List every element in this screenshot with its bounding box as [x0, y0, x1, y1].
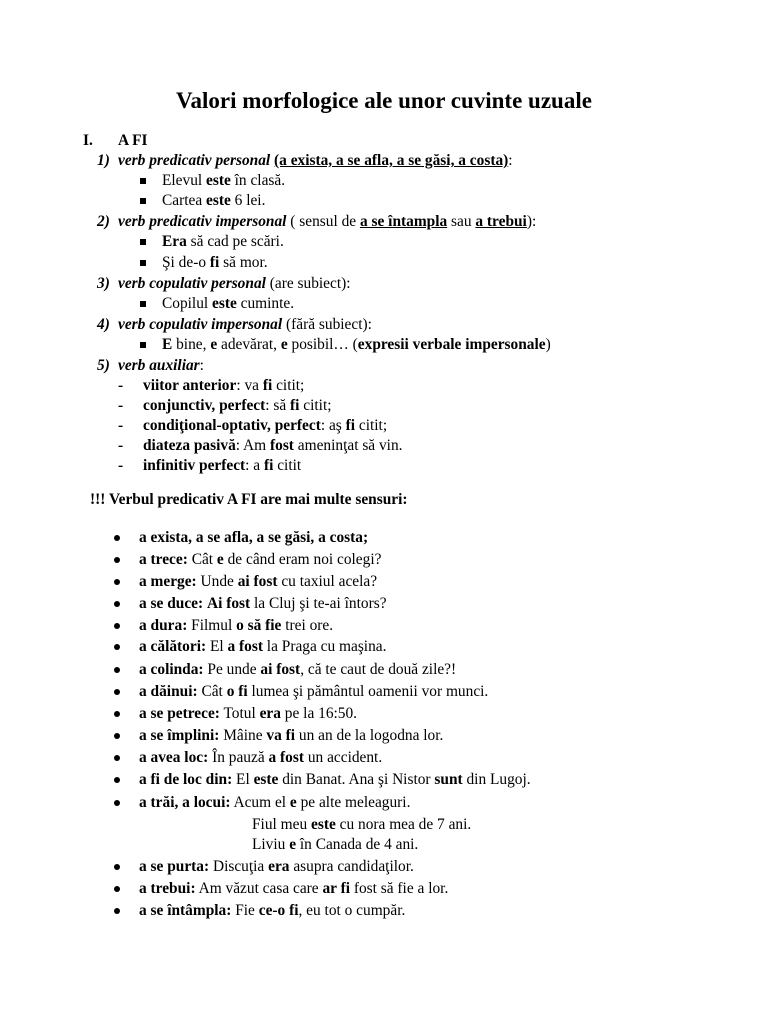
bullet-icon — [114, 777, 120, 783]
text-run: : — [508, 152, 513, 169]
text-run: Pe unde — [203, 661, 261, 678]
text-run: pe la 16:50. — [280, 705, 358, 722]
text-run: (a exista, a se afla, a se găsi, a costa) — [274, 152, 509, 169]
text-run: verb copulativ impersonal — [118, 316, 283, 333]
text-run: cuminte. — [236, 295, 295, 312]
dash-marker: - — [118, 437, 124, 454]
text-run: adevărat, — [217, 336, 281, 353]
text-run: Mâine — [219, 727, 267, 744]
bullet-icon — [114, 601, 120, 607]
text-run: ) — [545, 336, 551, 353]
sense-item — [139, 857, 414, 877]
text-run: era — [268, 858, 290, 875]
text-run: bine, — [172, 336, 211, 353]
bullet-icon — [114, 535, 120, 541]
bullet-icon — [114, 755, 120, 761]
text-run: a se întâmpla: — [139, 902, 232, 919]
text-run: fost să fie a lor. — [349, 880, 449, 897]
text-run: verb auxiliar — [118, 357, 200, 374]
square-bullet-icon — [140, 198, 146, 204]
text-run: este — [206, 172, 231, 189]
text-run: a fost — [268, 749, 304, 766]
text-run: ar fi — [322, 880, 350, 897]
text-run: la Cluj şi te-ai întors? — [250, 595, 387, 612]
sense-item — [139, 660, 456, 680]
text-run: este — [206, 192, 231, 209]
text-run: , eu tot o cumpăr. — [298, 902, 406, 919]
dash-marker: - — [118, 397, 124, 414]
text-run: fi — [262, 377, 273, 394]
text-run: a colinda: — [139, 661, 204, 678]
text-run: verb predicativ impersonal — [118, 213, 287, 230]
text-run: Acum el — [230, 794, 290, 811]
text-run: : — [199, 357, 204, 374]
example-5 — [162, 294, 294, 314]
item-number-3: 3) — [97, 275, 110, 292]
text-run: citit; — [355, 417, 388, 434]
text-run: din Lugoj. — [462, 771, 531, 788]
text-run: să mor. — [219, 254, 268, 271]
text-run: a dura: — [139, 617, 188, 634]
text-run: de când eram noi colegi? — [223, 551, 382, 568]
text-run: o să fie — [236, 617, 282, 634]
text-run: un accident. — [303, 749, 383, 766]
dash-marker: - — [118, 417, 124, 434]
text-run: Cât — [197, 683, 227, 700]
text-run: Fie — [231, 902, 259, 919]
sense-item — [139, 572, 377, 592]
example-2 — [162, 191, 265, 211]
text-run: condiţional-optativ, perfect — [143, 417, 321, 434]
text-run: Liviu — [252, 836, 290, 853]
sense-item — [139, 637, 386, 657]
item-3 — [118, 274, 351, 294]
text-run: El — [232, 771, 254, 788]
text-run: : va — [236, 377, 263, 394]
aux-item — [143, 376, 304, 396]
text-run: Cât — [187, 551, 217, 568]
bullet-icon — [114, 800, 120, 806]
text-run: în Canada de 4 ani. — [296, 836, 419, 853]
item-number-1: 1) — [97, 152, 110, 169]
bullet-icon — [114, 579, 120, 585]
text-run: ): — [526, 213, 537, 230]
text-run: cu nora mea de 7 ani. — [335, 816, 472, 833]
text-run: a avea loc: — [139, 749, 209, 766]
text-run: un an de la logodna lor. — [295, 727, 444, 744]
example-1 — [162, 171, 285, 191]
text-run: Copilul — [162, 295, 213, 312]
aux-item — [143, 416, 387, 436]
text-run: fi — [345, 417, 356, 434]
bullet-icon — [114, 667, 120, 673]
text-run: ai fost — [260, 661, 301, 678]
sense-item — [139, 594, 387, 614]
text-run: a trebui — [475, 213, 527, 230]
sense-item — [139, 682, 488, 702]
text-run: a dăinui: — [139, 683, 198, 700]
aux-item — [143, 436, 403, 456]
square-bullet-icon — [140, 301, 146, 307]
text-run: ameninţat să vin. — [293, 437, 403, 454]
square-bullet-icon — [140, 342, 146, 348]
text-run: (fără subiect): — [282, 316, 372, 333]
text-run: a merge: — [139, 573, 197, 590]
text-run: e — [216, 551, 224, 568]
text-run: a fost — [227, 638, 263, 655]
text-run: a trebui: — [139, 880, 196, 897]
text-run: Am văzut casa care — [195, 880, 323, 897]
text-run: : Am — [235, 437, 270, 454]
aux-item — [143, 396, 332, 416]
example-3 — [162, 232, 284, 252]
text-run: ce-o fi — [258, 902, 299, 919]
aux-item — [143, 456, 301, 476]
item-number-4: 4) — [97, 316, 110, 333]
text-run: pe alte meleaguri. — [296, 794, 411, 811]
text-run: Era — [162, 233, 187, 250]
item-number-2: 2) — [97, 213, 110, 230]
text-run: viitor anterior — [143, 377, 237, 394]
text-run: la Praga cu maşina. — [262, 638, 387, 655]
bullet-icon — [114, 864, 120, 870]
text-run: fi — [290, 397, 300, 414]
text-run: E — [162, 336, 173, 353]
text-run: Şi de-o — [162, 254, 210, 271]
text-run: conjunctiv, perfect — [143, 397, 266, 414]
sense-item — [139, 726, 443, 746]
text-run: El — [206, 638, 228, 655]
text-run: a se împlini: — [139, 727, 220, 744]
text-run: infinitiv perfect — [143, 457, 246, 474]
sense-item — [139, 770, 531, 790]
page-title: Valori morfologice ale unor cuvinte uzuale — [176, 88, 592, 113]
text-run: cu taxiul acela? — [277, 573, 378, 590]
item-number-5: 5) — [97, 357, 110, 374]
text-run: ( sensul de — [286, 213, 360, 230]
sense-item — [139, 901, 405, 921]
dash-marker: - — [118, 457, 124, 474]
text-run: în clasă. — [230, 172, 286, 189]
text-run: : aş — [320, 417, 346, 434]
text-run: expresii verbale impersonale — [357, 336, 546, 353]
text-run: (are subiect): — [265, 275, 351, 292]
text-run: va fi — [266, 727, 296, 744]
text-run: În pauză — [208, 749, 269, 766]
example-6 — [162, 335, 551, 355]
text-run: Cartea — [162, 192, 207, 209]
text-run: a se purta: — [139, 858, 210, 875]
section-title: A FI — [118, 132, 148, 149]
text-run: e — [280, 336, 288, 353]
bullet-icon — [114, 689, 120, 695]
text-run: Filmul — [187, 617, 237, 634]
bullet-icon — [114, 623, 120, 629]
text-run: o fi — [226, 683, 248, 700]
item-1 — [118, 151, 513, 171]
text-run: citit; — [299, 397, 332, 414]
text-run: să cad pe scări. — [186, 233, 284, 250]
bullet-icon — [114, 557, 120, 563]
text-run: a fi de loc din: — [139, 771, 233, 788]
text-run: ai fost — [237, 573, 278, 590]
text-run: citit; — [272, 377, 305, 394]
bullet-icon — [114, 644, 120, 650]
sense-item — [139, 793, 410, 813]
item-2 — [118, 212, 536, 232]
text-run: posibil… ( — [287, 336, 358, 353]
text-run: lumea şi pământul oamenii vor munci. — [247, 683, 489, 700]
sense-example-continuation — [252, 835, 418, 855]
text-run: este — [212, 295, 237, 312]
text-run: Unde — [196, 573, 238, 590]
text-run: era — [259, 705, 281, 722]
text-run: verb copulativ personal — [118, 275, 266, 292]
note-heading: !!! Verbul predicativ A FI are mai multe sensuri: — [90, 491, 408, 508]
text-run: citit — [273, 457, 302, 474]
bullet-icon — [114, 733, 120, 739]
text-run: a călători: — [139, 638, 207, 655]
sense-item — [139, 879, 448, 899]
text-run: este — [253, 771, 279, 788]
text-run: e — [289, 836, 297, 853]
text-run: diateza pasivă — [143, 437, 236, 454]
text-run: Fiul meu — [252, 816, 311, 833]
text-run: , că te caut de două zile?! — [300, 661, 457, 678]
text-run: e — [210, 336, 218, 353]
text-run: a se întampla — [359, 213, 448, 230]
bullet-icon — [114, 886, 120, 892]
text-run: fi — [263, 457, 274, 474]
sense-item — [139, 748, 382, 768]
section-number: I. — [83, 132, 93, 149]
text-run: verb predicativ personal — [118, 152, 271, 169]
sense-example-continuation — [252, 815, 471, 835]
text-run: 6 lei. — [230, 192, 266, 209]
sense-item — [139, 528, 368, 548]
bullet-icon — [114, 711, 120, 717]
text-run: a se petrece: — [139, 705, 220, 722]
square-bullet-icon — [140, 239, 146, 245]
text-run: din Banat. Ana şi Nistor — [278, 771, 435, 788]
text-run: este — [311, 816, 336, 833]
bullet-icon — [114, 908, 120, 914]
text-run: a exista, a se afla, a se găsi, a costa; — [139, 529, 369, 546]
text-run: sunt — [434, 771, 463, 788]
sense-item — [139, 616, 333, 636]
text-run: trei ore. — [281, 617, 334, 634]
sense-item — [139, 704, 357, 724]
square-bullet-icon — [140, 178, 146, 184]
text-run: asupra candidaţilor. — [289, 858, 414, 875]
text-run: Totul — [219, 705, 260, 722]
item-4 — [118, 315, 372, 335]
text-run: e — [289, 794, 297, 811]
example-4 — [162, 253, 268, 273]
square-bullet-icon — [140, 260, 146, 266]
text-run: a trece: — [139, 551, 188, 568]
text-run: Discuţia — [209, 858, 269, 875]
text-run: : a — [245, 457, 264, 474]
text-run: fost — [270, 437, 294, 454]
text-run: : să — [265, 397, 291, 414]
text-run: a se duce: — [139, 595, 204, 612]
text-run: Elevul — [162, 172, 207, 189]
sense-item — [139, 550, 381, 570]
text-run: Ai fost — [206, 595, 251, 612]
text-run: fi — [209, 254, 220, 271]
dash-marker: - — [118, 377, 124, 394]
text-run: sau — [447, 213, 476, 230]
text-run: a trăi, a locui: — [139, 794, 231, 811]
item-5 — [118, 356, 204, 376]
